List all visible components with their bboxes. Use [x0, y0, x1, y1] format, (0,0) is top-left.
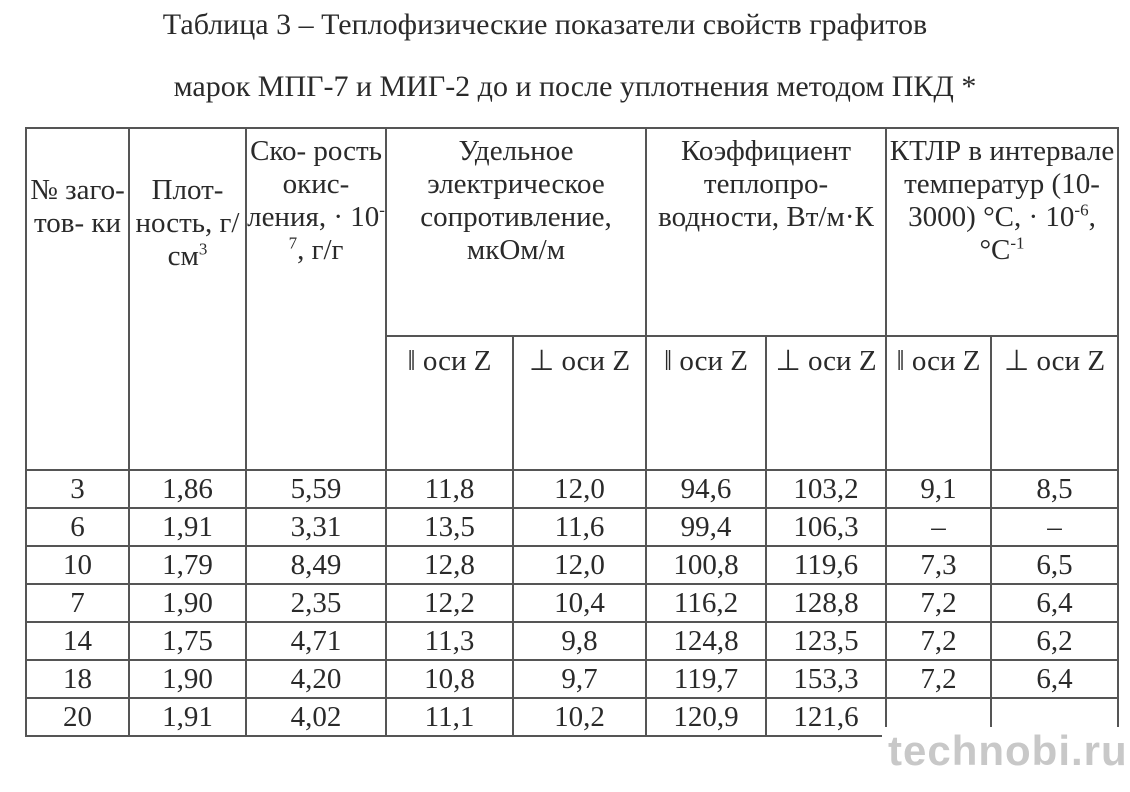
subheader-ktlr-parallel: ‖ оси Z	[886, 336, 991, 470]
table-cell: 12,2	[386, 584, 513, 622]
table-cell: 6,4	[991, 660, 1118, 698]
subheader-conductivity-perpendicular: ⊥ оси Z	[766, 336, 886, 470]
header-resistivity: Удельное электрическое сопротивление, мкОм/м	[386, 128, 646, 336]
table-cell: 4,71	[246, 622, 386, 660]
table-cell: –	[991, 508, 1118, 546]
table-cell: 7,2	[886, 622, 991, 660]
table-cell: 8,5	[991, 470, 1118, 508]
table-cell: 4,20	[246, 660, 386, 698]
table-cell: 12,8	[386, 546, 513, 584]
table-cell: 1,91	[129, 508, 246, 546]
table-cell: 123,5	[766, 622, 886, 660]
table-cell: 7,2	[886, 660, 991, 698]
table-cell: 124,8	[646, 622, 766, 660]
table-cell: 121,6	[766, 698, 886, 736]
subheader-resistivity-perpendicular: ⊥ оси Z	[513, 336, 646, 470]
header-number: № заго- тов- ки	[26, 128, 129, 470]
header-thermal-conductivity: Коэффициент теплопро- водности, Вт/м·К	[646, 128, 886, 336]
table-cell: 94,6	[646, 470, 766, 508]
table-cell: 4,02	[246, 698, 386, 736]
table-cell: 10,8	[386, 660, 513, 698]
table-cell: 3,31	[246, 508, 386, 546]
table-cell: 7	[26, 584, 129, 622]
subheader-ktlr-perpendicular: ⊥ оси Z	[991, 336, 1118, 470]
table-row	[26, 508, 1118, 546]
table-cell: 6,2	[991, 622, 1118, 660]
table-cell: 9,7	[513, 660, 646, 698]
table-cell: –	[886, 508, 991, 546]
graphite-properties-table	[25, 127, 1119, 737]
table-cell: 1,90	[129, 660, 246, 698]
table-cell: 11,8	[386, 470, 513, 508]
table-cell: 1,75	[129, 622, 246, 660]
table-cell: 5,59	[246, 470, 386, 508]
table-row	[26, 470, 1118, 508]
table-cell: 3	[26, 470, 129, 508]
header-ktlr: КТЛР в интервале температур (10-3000) °С, · $10^{-6}$, $^\circ С^{-1}$	[886, 128, 1118, 336]
table-cell: 7,3	[886, 546, 991, 584]
table-cell: 120,9	[646, 698, 766, 736]
table-cell: 7,2	[886, 584, 991, 622]
table-cell: 99,4	[646, 508, 766, 546]
table-cell: 12,0	[513, 470, 646, 508]
table-cell: 10	[26, 546, 129, 584]
table-cell: 20	[26, 698, 129, 736]
table-cell: 119,7	[646, 660, 766, 698]
table-cell: 6,5	[991, 546, 1118, 584]
table-cell: 10,4	[513, 584, 646, 622]
subheader-conductivity-parallel: ‖ оси Z	[646, 336, 766, 470]
table-cell: 119,6	[766, 546, 886, 584]
table-cell: 128,8	[766, 584, 886, 622]
table-row	[26, 546, 1118, 584]
table-cell: 11,1	[386, 698, 513, 736]
table-cell: 1,90	[129, 584, 246, 622]
header-density: Плот- ность, $г/см^3$	[129, 128, 246, 470]
table-row	[26, 584, 1118, 622]
table-cell: 11,3	[386, 622, 513, 660]
table-cell: 9,8	[513, 622, 646, 660]
table-row	[26, 660, 1118, 698]
watermark: technobi.ru	[882, 727, 1130, 775]
table-cell: 2,35	[246, 584, 386, 622]
table-cell: 18	[26, 660, 129, 698]
table-row	[26, 622, 1118, 660]
subheader-resistivity-parallel: ‖ оси Z	[386, 336, 513, 470]
table-cell: 1,79	[129, 546, 246, 584]
table-cell: 9,1	[886, 470, 991, 508]
table-cell: 12,0	[513, 546, 646, 584]
table-cell: 10,2	[513, 698, 646, 736]
table-cell: 11,6	[513, 508, 646, 546]
header-oxidation-rate: Ско- рость окис- ления, · $10^{-7}$, г/г	[246, 128, 386, 470]
table-cell: 106,3	[766, 508, 886, 546]
table-caption-line1: Таблица 3 – Теплофизические показатели свойств графитов	[162, 8, 928, 41]
table-cell: 116,2	[646, 584, 766, 622]
table-cell: 14	[26, 622, 129, 660]
table-cell: 6,4	[991, 584, 1118, 622]
table-cell: 1,86	[129, 470, 246, 508]
table-cell: 1,91	[129, 698, 246, 736]
table-cell: 6	[26, 508, 129, 546]
table-cell: 13,5	[386, 508, 513, 546]
table-cell: 8,49	[246, 546, 386, 584]
table-cell: 103,2	[766, 470, 886, 508]
table-cell: 100,8	[646, 546, 766, 584]
table-cell: 153,3	[766, 660, 886, 698]
table-caption-line2: марок МПГ-7 и МИГ-2 до и после уплотнения методом ПКД *	[173, 70, 977, 103]
